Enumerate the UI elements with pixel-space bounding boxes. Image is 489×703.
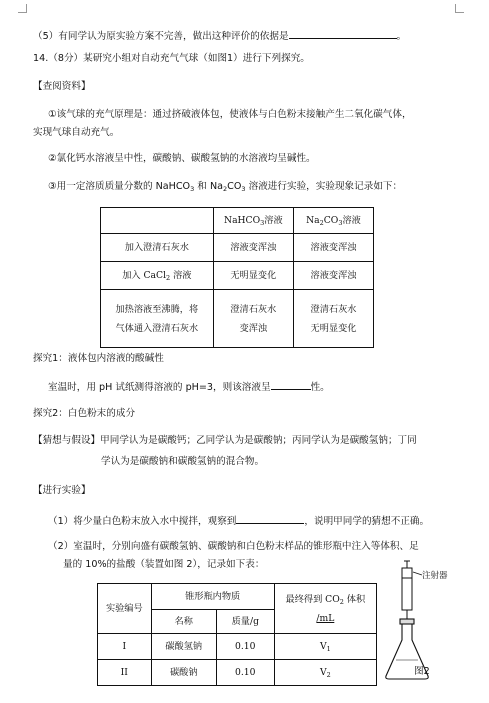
experiment-1-line	[48, 512, 429, 529]
row-id: II	[98, 660, 152, 686]
syringe-icon	[402, 561, 412, 622]
question-5-text: （5）有同学认为原实验方案不完善，做出这种评价的依据是	[33, 31, 289, 42]
header-name: 名称	[151, 610, 216, 634]
column-header-na2co3: $Na_2CO_3$溶液	[293, 208, 373, 234]
page-corner-mark	[18, 4, 27, 13]
experiment-1-text-b: ，说明甲同学的猜想不正确。	[304, 516, 430, 527]
table-cell: 澄清石灰水 无明显变化	[293, 290, 373, 348]
row-id: I	[98, 634, 152, 660]
ref3-text-c: CO	[227, 181, 242, 192]
header-mass: 质量/g	[216, 610, 274, 634]
syringe-label: 注射器	[422, 571, 448, 581]
table-row	[101, 262, 374, 290]
question-5-end: 。	[396, 31, 407, 42]
table-row	[98, 634, 377, 660]
table-cell: 溶液变浑浊	[213, 234, 293, 262]
hypothesis-line-a: 【猜想与假设】甲同学认为是碳酸钙；乙同学认为是碳酸钠；丙同学认为是碳酸氢钠；丁同	[33, 435, 417, 446]
table-cell: 0.10	[216, 634, 274, 660]
answer-blank[interactable]	[236, 512, 304, 524]
inquiry-1-line	[48, 378, 330, 395]
table-cell: 溶液变浑浊	[293, 234, 373, 262]
table-cell: 0.10	[216, 660, 274, 686]
column-header-nahco3: NaHCO$_3$溶液	[213, 208, 293, 234]
table-cell: 碳酸钠	[151, 660, 216, 686]
experiment-1-text-a: （1）将少量白色粉末放入水中搅拌，观察到	[48, 516, 237, 527]
experiment-table	[97, 583, 377, 686]
figure-2-caption: 图2	[414, 666, 430, 677]
row-label: 加热溶液至沸腾，将 气体通入澄清石灰水	[101, 290, 214, 348]
page-corner-mark	[455, 4, 464, 13]
ref3-sub-2: 2	[223, 185, 228, 193]
reference-3-line	[48, 180, 402, 194]
syringe-label-pointer	[413, 572, 422, 575]
reference-1-line-a: ①该气球的充气原理是：通过挤破液体包，使液体与白色粉末接触产生二氧化碳气体，	[48, 109, 412, 120]
reference-1-line-b: 实现气球自动充气。	[33, 127, 120, 138]
table-row	[101, 234, 374, 262]
row-label: 加入 CaCl$_2$ 溶液	[101, 262, 214, 290]
table-row	[101, 290, 374, 348]
ref3-text-a: ③用一定溶质质量分数的 NaHCO	[48, 181, 191, 192]
row-label: 加入澄清石灰水	[101, 234, 214, 262]
header-co2-volume: 最终得到 $CO_2$ 体积 /mL	[274, 584, 376, 634]
inquiry-1-title: 探究1：液体包内溶液的酸碱性	[33, 353, 164, 364]
hypothesis-line-b: 学认为是碳酸钠和碳酸氢钠的混合物。	[101, 456, 265, 467]
table-cell: $V_2$	[274, 660, 376, 686]
ref3-sub-1: 3	[190, 185, 195, 193]
table-cell: 溶液变浑浊	[293, 262, 373, 290]
observation-table	[100, 207, 374, 348]
ref3-text-d: 溶液进行实验，实验现象记录如下：	[245, 181, 403, 192]
experiment-2-line-b: 量的 10%的盐酸（装置如图 2），记录如下表：	[63, 559, 265, 570]
question-5-line	[33, 27, 406, 44]
table-row	[98, 660, 377, 686]
question-14-header: 14.（8分）某研究小组对自动充气气球（如图1）进行下列探究。	[33, 53, 310, 64]
header-experiment-id: 实验编号	[98, 584, 152, 634]
experiment-2-line-a: （2）室温时，分别向盛有碳酸氢钠、碳酸钠和白色粉末样品的锥形瓶中注入等体积、足	[48, 541, 419, 552]
inquiry-1-text-b: 性。	[310, 382, 330, 393]
inquiry-1-text-a: 室温时，用 pH 试纸测得溶液的 pH=3，则该溶液呈	[48, 382, 271, 393]
header-flask-contents: 锥形瓶内物质	[151, 584, 274, 610]
section-experiment-heading: 【进行实验】	[33, 485, 91, 496]
table-cell: 澄清石灰水 变浑浊	[213, 290, 293, 348]
table-cell: 碳酸氢钠	[151, 634, 216, 660]
reference-2-line: ②氯化钙水溶液呈中性，碳酸钠、碳酸氢钠的水溶液均呈碱性。	[48, 153, 316, 164]
answer-blank[interactable]	[271, 378, 311, 390]
ref3-text-b: 和 Na	[194, 181, 223, 192]
header-unit: /mL	[316, 612, 335, 624]
table-corner-cell	[101, 208, 214, 234]
answer-blank[interactable]	[289, 27, 397, 39]
table-cell: 无明显变化	[213, 262, 293, 290]
inquiry-2-title: 探究2：白色粉末的成分	[33, 408, 136, 419]
ref3-sub-3: 3	[241, 185, 246, 193]
section-reference-heading: 【查阅资料】	[33, 81, 91, 92]
table-cell: $V_1$	[274, 634, 376, 660]
